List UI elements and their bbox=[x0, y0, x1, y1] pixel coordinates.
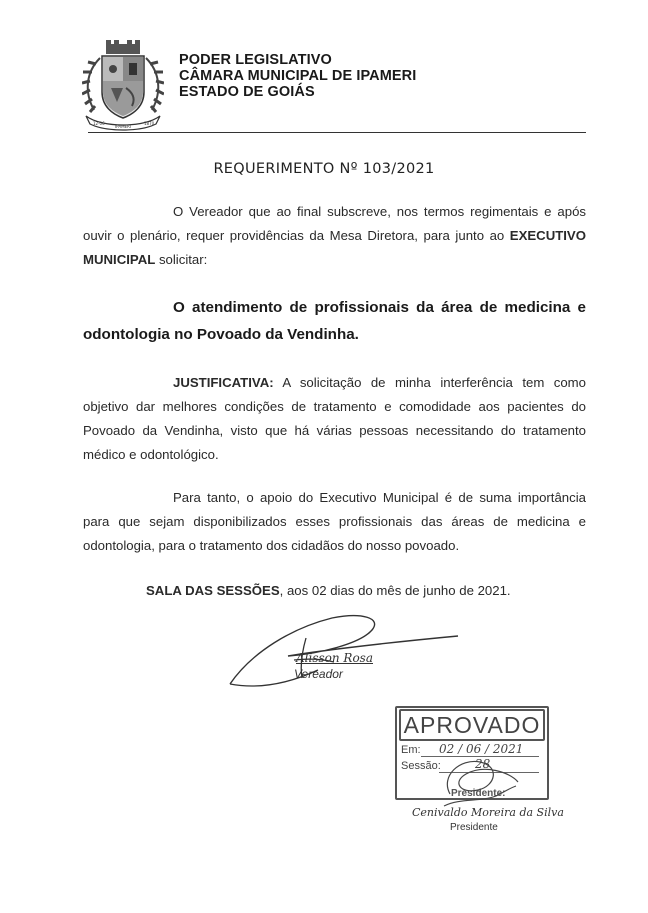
request-text: O atendimento de profissionais da área de medicina e odontologia no Povoado da Vendinha. bbox=[83, 299, 586, 343]
stamp-session-label: Sessão: bbox=[401, 760, 441, 772]
crest-ribbon-text: 1870 bbox=[144, 121, 155, 126]
document-title: REQUERIMENTO Nº 103/2021 bbox=[213, 161, 435, 177]
letterhead bbox=[179, 52, 416, 100]
request-paragraph bbox=[83, 294, 586, 348]
intro-paragraph bbox=[83, 200, 586, 272]
support-paragraph bbox=[83, 486, 586, 558]
intro-tail: solicitar: bbox=[155, 252, 208, 267]
president-role: Presidente bbox=[450, 822, 498, 833]
letterhead-line-2: CÂMARA MUNICIPAL DE IPAMERI bbox=[179, 68, 417, 84]
closing-bold: SALA DAS SESSÕES bbox=[146, 583, 280, 598]
signatory-role: Vereador bbox=[294, 667, 343, 681]
support-text: Para tanto, o apoio do Executivo Municipal é de suma importância para que sejam disponibilizados esses profissionais das áreas de medicina e odontologia, para o tratamento dos cidadãos do nosso povoado. bbox=[83, 490, 586, 553]
crest-ribbon-text: IPAMERI bbox=[115, 124, 132, 129]
letterhead-line-1: PODER LEGISLATIVO bbox=[179, 52, 332, 68]
signatory-name: Alisson Rosa bbox=[296, 651, 373, 665]
stamp-session-value: 28 bbox=[475, 757, 491, 771]
intro-bold: EXECUTIVO MUNICIPAL bbox=[83, 228, 586, 267]
justification-paragraph bbox=[83, 371, 586, 467]
coat-of-arms-icon bbox=[82, 40, 164, 132]
stamp-em-label: Em: bbox=[401, 744, 421, 756]
justification-text: A solicitação de minha interferência tem como objetivo dar melhores condições de tratamento e comodidade aos pacientes do Povoado da Vendinha, visto que há várias pessoas necessitando do tratamento médico e odontológico. bbox=[83, 375, 586, 462]
stamp-title: APROVADO bbox=[399, 709, 545, 741]
president-name: Cenivaldo Moreira da Silva bbox=[412, 806, 564, 819]
closing-line bbox=[146, 583, 511, 598]
intro-text: O Vereador que ao final subscreve, nos termos regimentais e após ouvir o plenário, requer providências da Mesa Diretora, para junto ao bbox=[83, 204, 586, 243]
closing-text: , aos 02 dias do mês de junho de 2021. bbox=[279, 583, 511, 598]
justification-label: JUSTIFICATIVA: bbox=[173, 375, 274, 390]
header-divider bbox=[88, 132, 586, 133]
stamp-date: 02 / 06 / 2021 bbox=[439, 742, 524, 756]
letterhead-line-3: ESTADO DE GOIÁS bbox=[179, 84, 315, 100]
crest-ribbon-text: 12-06 bbox=[93, 121, 105, 126]
stamp-president-label: Presidente: bbox=[451, 788, 506, 799]
